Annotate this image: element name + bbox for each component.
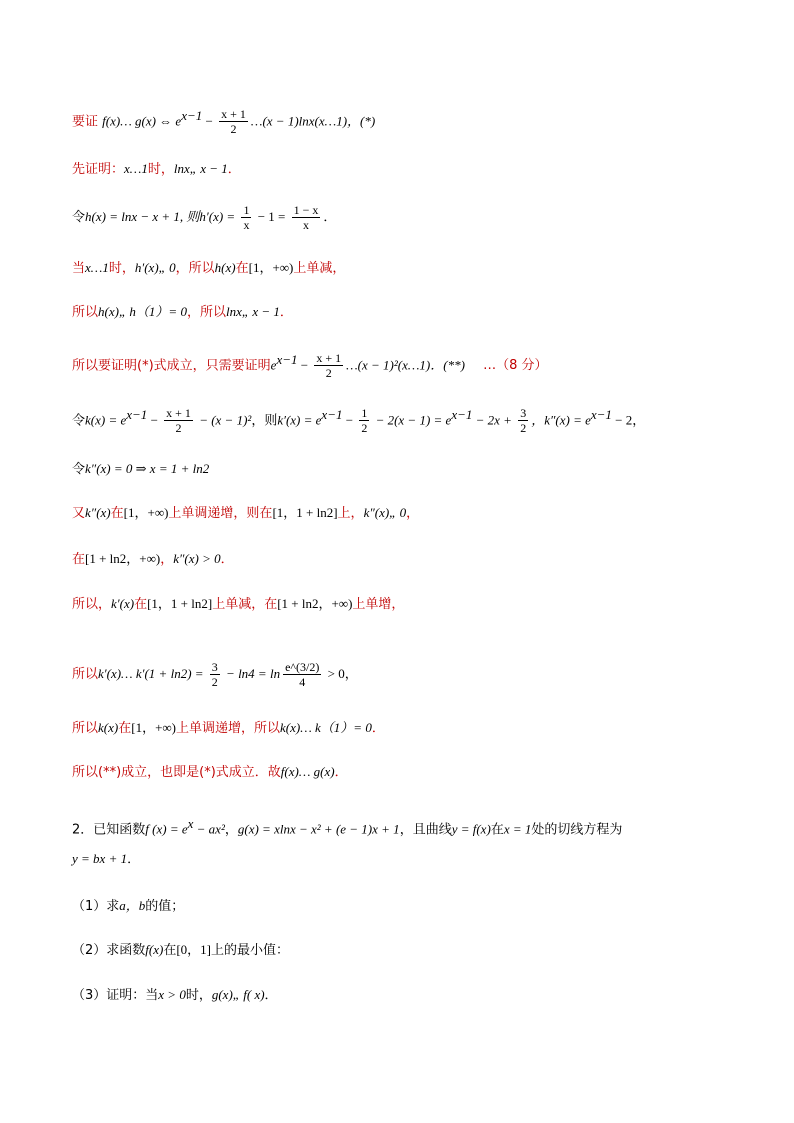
math: k′(x)… k′(1 + ln2) =	[98, 666, 207, 681]
math: [1 + ln2，+∞)	[85, 551, 161, 566]
math: f (x) = e	[145, 821, 188, 837]
numerator: 1	[243, 203, 250, 217]
math: f(x)	[145, 942, 164, 957]
math: [1，1 + ln2]	[147, 596, 213, 611]
proof-line-13	[72, 718, 385, 739]
text: 令	[72, 210, 86, 225]
fraction	[241, 203, 251, 232]
text: 在	[163, 943, 177, 958]
problem-2-stem-cont	[72, 849, 140, 870]
text: （2）求函数	[72, 943, 146, 958]
math: e	[270, 357, 277, 373]
numerator: 1	[361, 406, 368, 421]
exponent: x−1	[321, 407, 343, 422]
math: −	[297, 357, 312, 373]
numerator: 1 − x	[293, 203, 319, 217]
math: lnx„ x − 1	[173, 161, 228, 176]
text: 当	[72, 261, 86, 276]
problem-2-q3	[72, 985, 278, 1006]
math: − 1 =	[254, 209, 289, 224]
exponent: x−1	[276, 352, 298, 367]
text: 在	[72, 552, 86, 567]
text: 上单增，	[352, 597, 405, 612]
math: x > 0	[158, 987, 186, 1002]
text: 上单调递增，所以	[176, 721, 281, 736]
text: 在	[490, 822, 504, 838]
exponent: x	[187, 816, 194, 831]
math: ，k″(x) = e	[531, 412, 591, 428]
denominator: 2	[361, 421, 368, 436]
text: ．	[127, 852, 141, 867]
math: a，b	[119, 898, 146, 913]
math: [1，+∞)	[248, 260, 294, 275]
problem-2-stem	[72, 814, 622, 840]
fraction	[164, 406, 193, 435]
text: ．	[264, 988, 278, 1003]
math: k″(x) > 0	[173, 551, 221, 566]
text: 所以	[72, 305, 99, 320]
math: k′(x) = e	[277, 412, 322, 428]
text: ，则	[251, 413, 278, 429]
numerator: 3	[211, 660, 218, 674]
text: 在	[134, 597, 148, 612]
text: 上，	[337, 506, 364, 521]
exponent: x−1	[590, 407, 612, 422]
math: …(x − 1)lnx(x…1)，(*)	[250, 113, 376, 129]
text: 上的最小值：	[211, 943, 290, 958]
text: 时，	[185, 988, 212, 1003]
text: 时，	[108, 261, 135, 276]
text: 所以	[72, 667, 99, 682]
fraction	[314, 351, 343, 380]
exponent: x−1	[451, 407, 473, 422]
fraction	[359, 406, 369, 435]
exponent: x−1	[181, 108, 203, 123]
text: ，所以	[175, 261, 215, 276]
text: 的值；	[145, 899, 185, 914]
text: 上单减，	[293, 261, 346, 276]
text: ，	[160, 552, 174, 567]
text: ．	[279, 305, 293, 320]
text: （1）求	[72, 899, 120, 914]
math: − 2x +	[472, 412, 516, 428]
text: ．	[371, 721, 385, 736]
math: h(x) = lnx − x + 1, 则h′(x) =	[85, 209, 239, 224]
math: k′(x)	[111, 596, 135, 611]
numerator: x + 1	[166, 406, 191, 421]
math: x = 1	[503, 821, 532, 837]
math: − ln4 = ln	[222, 666, 281, 681]
text: 所以要证明(*)式成立，只需要证明	[72, 358, 271, 374]
math: k″(x)„ 0	[363, 505, 407, 520]
math: −	[342, 412, 357, 428]
math: − ax²	[193, 821, 225, 837]
math: −	[202, 113, 217, 129]
text: ，	[406, 506, 420, 521]
problem-2-q1	[72, 896, 184, 917]
math: [1，+∞)	[131, 720, 176, 735]
denominator: 4	[299, 675, 306, 689]
text: 上单减，在	[212, 597, 278, 612]
fraction	[210, 660, 220, 689]
text: ，所以	[186, 305, 226, 320]
text: ．	[323, 210, 337, 225]
exponent: x−1	[126, 407, 148, 422]
proof-line-11	[72, 594, 404, 615]
text: 又	[72, 506, 86, 521]
text: ，且曲线	[399, 822, 452, 838]
fraction	[292, 203, 321, 232]
math: k″(x)	[85, 505, 111, 520]
text: 2．已知函数	[72, 822, 146, 838]
math: [0，1]	[176, 942, 212, 957]
text: 令	[72, 413, 86, 429]
fraction	[283, 660, 321, 689]
denominator: 2	[211, 675, 218, 689]
text: 先证明：	[72, 162, 125, 177]
text: ．	[334, 765, 348, 780]
denominator: 2	[520, 421, 527, 436]
score-note: …（8 分）	[483, 358, 548, 374]
text: 时，	[147, 162, 174, 177]
denominator: x	[243, 218, 250, 232]
math: > 0，	[324, 666, 358, 681]
text: 要证	[72, 114, 99, 130]
text: ，	[224, 822, 238, 838]
text: 所以(**)成立，也即是(*)式成立．故	[72, 765, 281, 780]
proof-line-3	[72, 203, 336, 232]
problem-2-q2	[72, 940, 289, 961]
fraction	[219, 107, 248, 136]
math: lnx„ x − 1	[225, 304, 280, 319]
text: 处的切线方程为	[531, 822, 623, 838]
math: g(x)„ f( x)	[211, 987, 265, 1002]
math: [1，+∞)	[123, 505, 169, 520]
math: k″(x) = 0 ⇒ x = 1 + ln2	[85, 461, 210, 476]
text: ．	[227, 162, 241, 177]
math: h′(x)„ 0	[134, 260, 176, 275]
proof-line-10	[72, 549, 234, 570]
text: 在	[235, 261, 249, 276]
math: −	[147, 412, 162, 428]
proof-line-9	[72, 503, 419, 524]
numerator: e^(3/2)	[285, 660, 320, 674]
text: （3）证明：当	[72, 988, 159, 1003]
math: g(x) = xlnx − x² + (e − 1)x + 1	[237, 821, 400, 837]
math: k(x)	[98, 720, 119, 735]
math: y = bx + 1	[72, 851, 128, 866]
math: [1，1 + ln2]	[272, 505, 338, 520]
text: 在	[118, 721, 132, 736]
proof-line-12	[72, 660, 358, 689]
text: 所以	[72, 721, 99, 736]
math: f(x)… g(x)	[280, 764, 335, 779]
text: 在	[110, 506, 124, 521]
numerator: x + 1	[316, 351, 342, 366]
math: h(x)„ h（1）= 0	[98, 304, 187, 319]
math: x…1	[85, 260, 109, 275]
proof-line-14	[72, 762, 348, 783]
text: 令	[72, 462, 86, 477]
math: k(x) = e	[85, 412, 127, 428]
numerator: 3	[520, 406, 527, 421]
proof-line-7	[72, 405, 645, 435]
math: y = f(x)	[451, 821, 491, 837]
proof-line-1	[72, 106, 375, 136]
proof-line-5	[72, 302, 293, 323]
denominator: x	[303, 218, 310, 232]
denominator: 2	[325, 366, 332, 381]
proof-line-8	[72, 459, 209, 480]
math: k(x)… k（1）= 0	[280, 720, 372, 735]
math: − 2，	[611, 412, 646, 428]
math: x…1	[124, 161, 148, 176]
denominator: 2	[175, 421, 182, 436]
proof-line-4	[72, 258, 345, 279]
math: …(x − 1)²(x…1)．(**)	[346, 357, 465, 373]
text: 上单调递增，则在	[168, 506, 273, 521]
math: − (x − 1)²	[195, 412, 252, 428]
text: 所以，	[72, 597, 112, 612]
proof-line-2	[72, 159, 241, 180]
math: − 2(x − 1) = e	[372, 412, 452, 428]
math: [1 + ln2，+∞)	[277, 596, 353, 611]
numerator: x + 1	[221, 107, 246, 122]
fraction	[518, 406, 528, 435]
math: h(x)	[214, 260, 236, 275]
text: ．	[220, 552, 234, 567]
math: f(x)… g(x) ⇔ e	[102, 113, 182, 129]
proof-line-6	[72, 350, 547, 380]
denominator: 2	[230, 122, 237, 137]
